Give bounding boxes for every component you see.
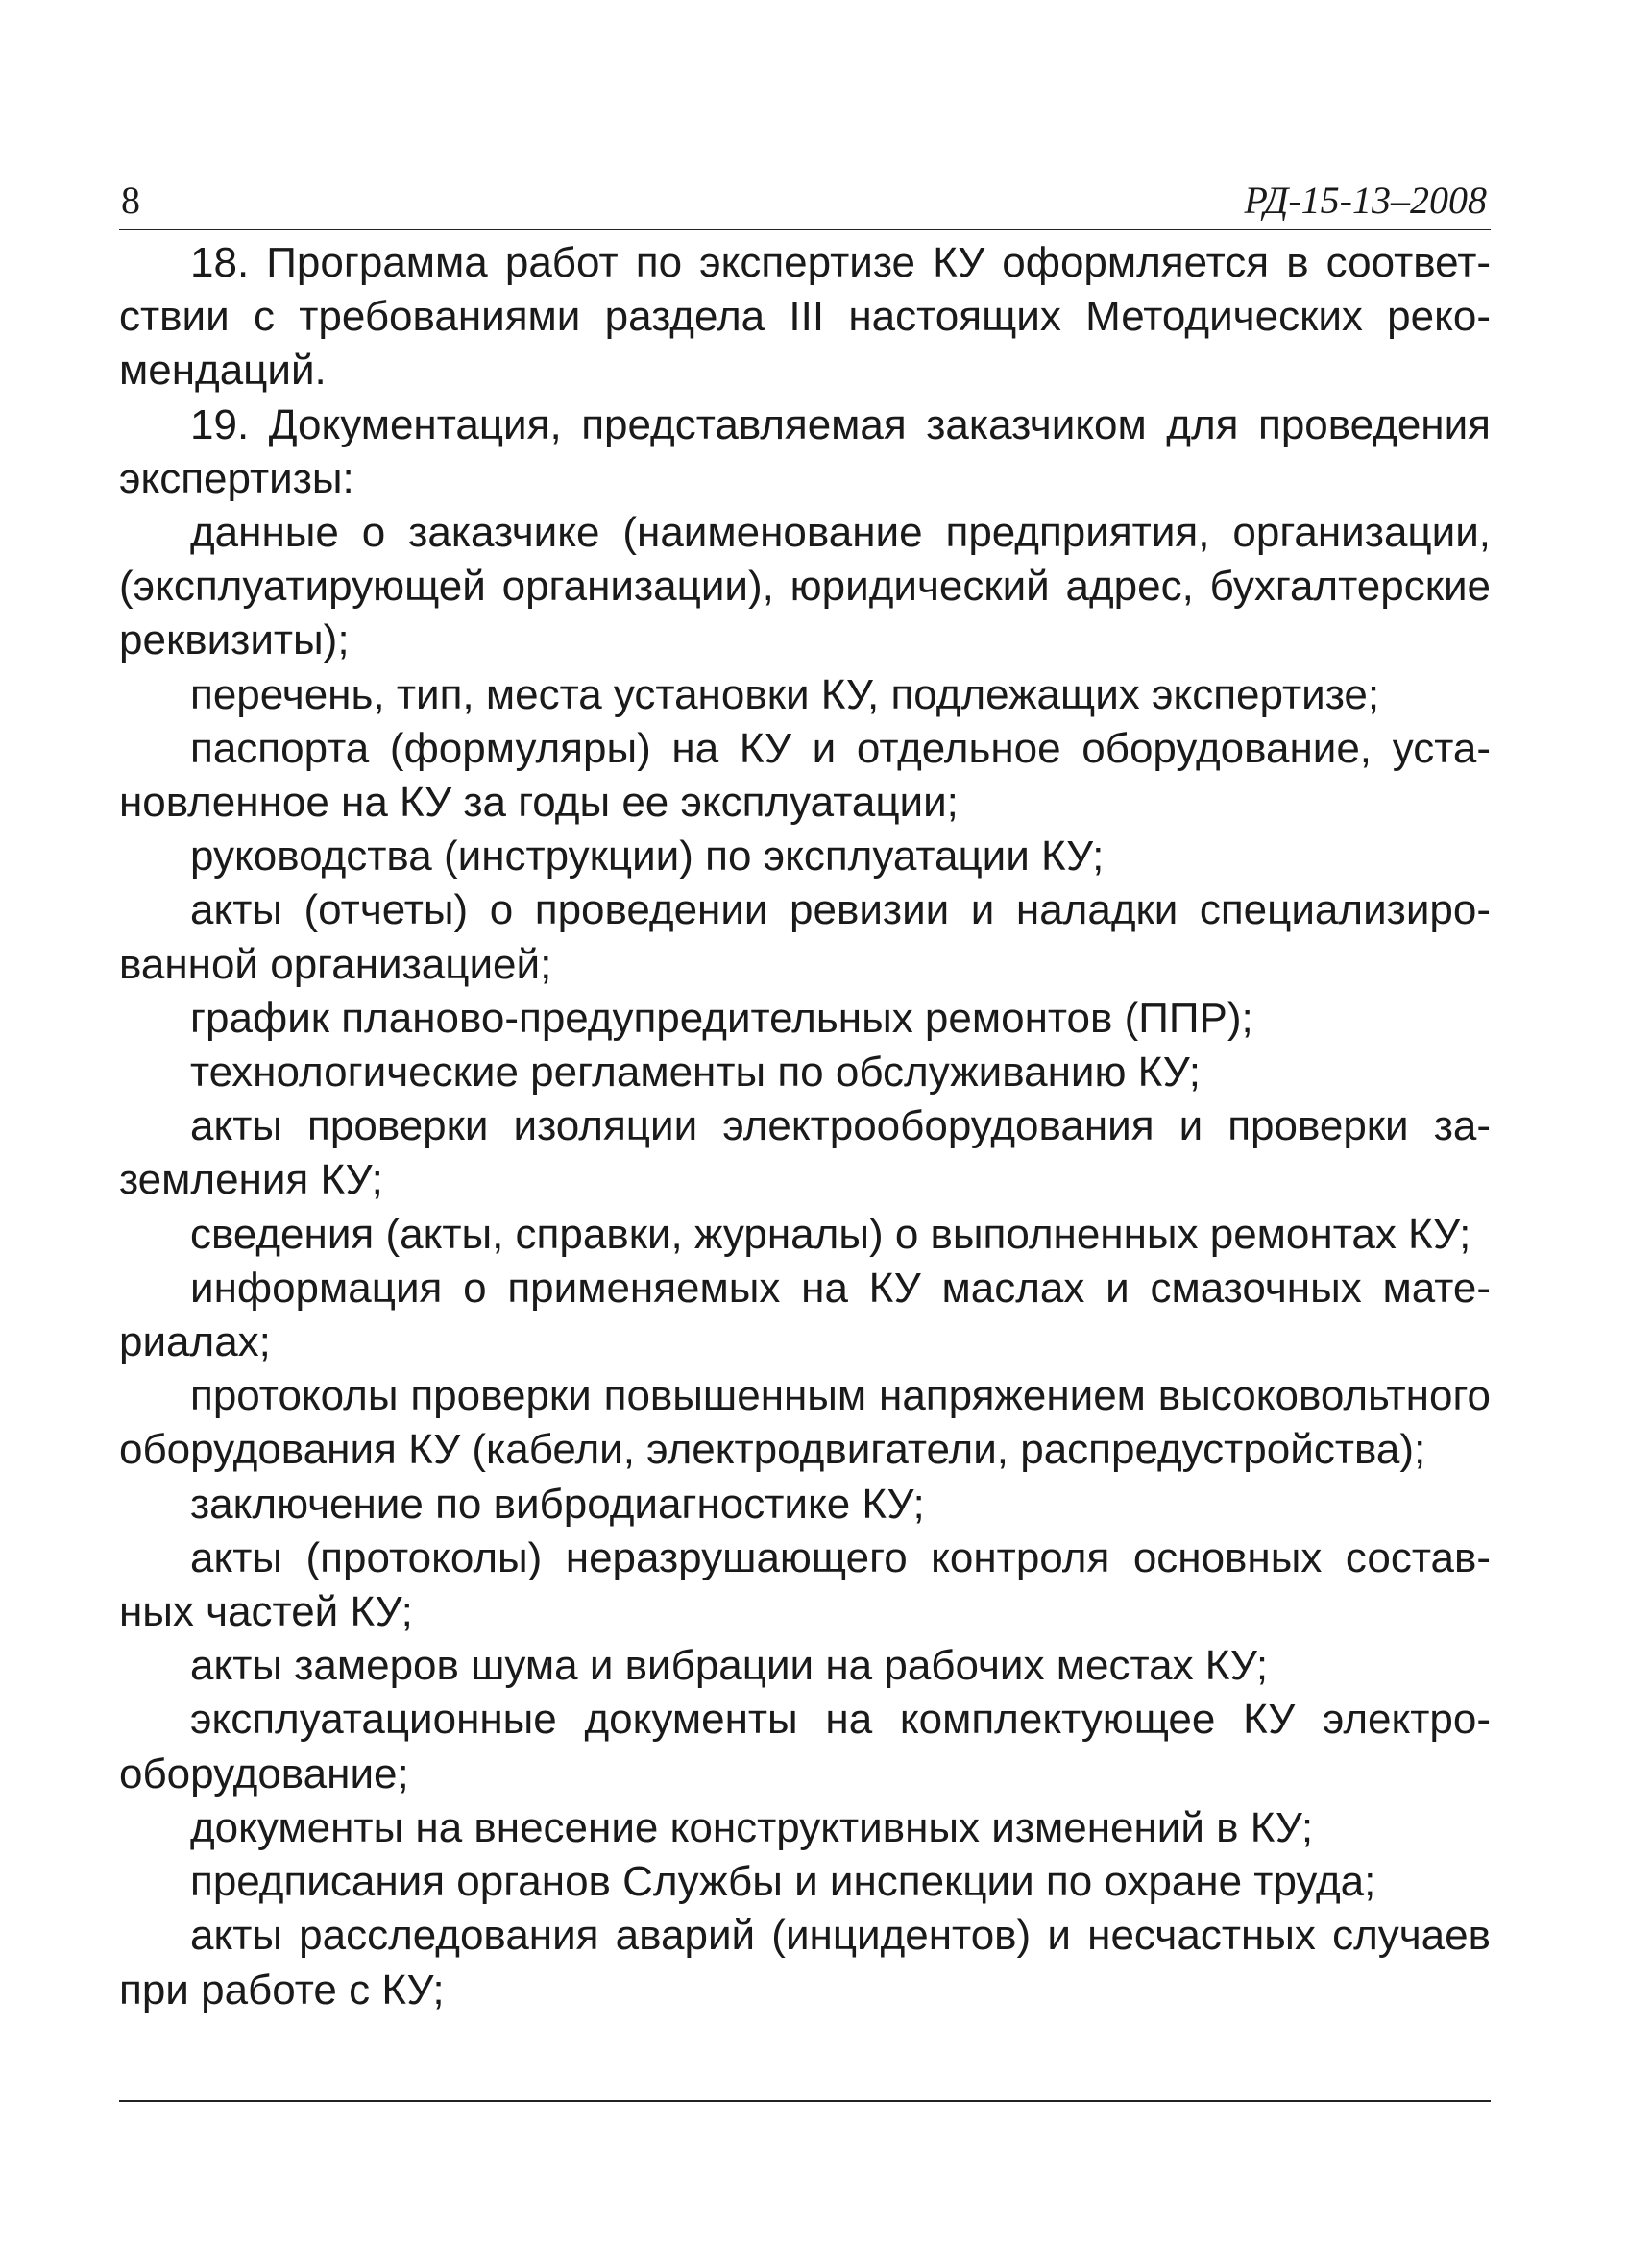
- paragraph-item-19: 19. Документация, представляемая заказчиком для проведения экспертизы:: [119, 400, 1491, 502]
- list-item: эксплуатационные документы на комплектующее КУ электрооборудование;: [119, 1696, 1491, 1798]
- list-item: график планово-предупредительных ремонтов (ППР);: [190, 994, 1253, 1042]
- list-item: акты (протоколы) неразрушающего контроля основных составных частей КУ;: [119, 1533, 1491, 1636]
- list-item: руководства (инструкции) по эксплуатации КУ;: [190, 832, 1105, 881]
- body-text: [119, 236, 1491, 2017]
- list-item: паспорта (формуляры) на КУ и отдельное оборудование, установленное на КУ за годы ее эксплуатации;: [119, 724, 1491, 827]
- list-item: информация о применяемых на КУ маслах и смазочных материалах;: [119, 1264, 1491, 1366]
- list-item: документы на внесение конструктивных изменений в КУ;: [190, 1803, 1314, 1851]
- list-item: сведения (акты, справки, журналы) о выполненных ремонтах КУ;: [190, 1210, 1471, 1258]
- list-item: данные о заказчике (наименование предприятия, организации, (эксплуатирующей организации), юридический адрес, бухгалтерские реквизиты);: [119, 509, 1491, 664]
- page-number: 8: [121, 179, 140, 222]
- list-item: акты (отчеты) о проведении ревизии и наладки специализированной организацией;: [119, 886, 1491, 988]
- list-item: протоколы проверки повышенным напряжением высоковольтного оборудования КУ (кабели, электродвигатели, распредустройства);: [119, 1372, 1491, 1474]
- list-item: заключение по вибродиагностике КУ;: [190, 1480, 925, 1528]
- paragraph-item-18: 18. Программа работ по экспертизе КУ оформляется в соответствии с требованиями раздела III настоящих Методических рекомендаций.: [119, 239, 1491, 395]
- list-item: акты проверки изоляции электрооборудования и проверки заземления КУ;: [119, 1102, 1491, 1204]
- list-item: технологические регламенты по обслуживанию КУ;: [190, 1049, 1202, 1097]
- footer-divider: [119, 2100, 1491, 2102]
- list-item: акты замеров шума и вибрации на рабочих местах КУ;: [190, 1642, 1269, 1690]
- list-item: предписания органов Службы и инспекции по охране труда;: [190, 1858, 1376, 1906]
- document-code: РД-15-13–2008: [1244, 179, 1487, 222]
- list-item: перечень, тип, места установки КУ, подлежащих экспертизе;: [190, 670, 1380, 718]
- page-header: [119, 173, 1491, 230]
- list-item: акты расследования аварий (инцидентов) и несчастных случаев при работе с КУ;: [119, 1912, 1491, 2014]
